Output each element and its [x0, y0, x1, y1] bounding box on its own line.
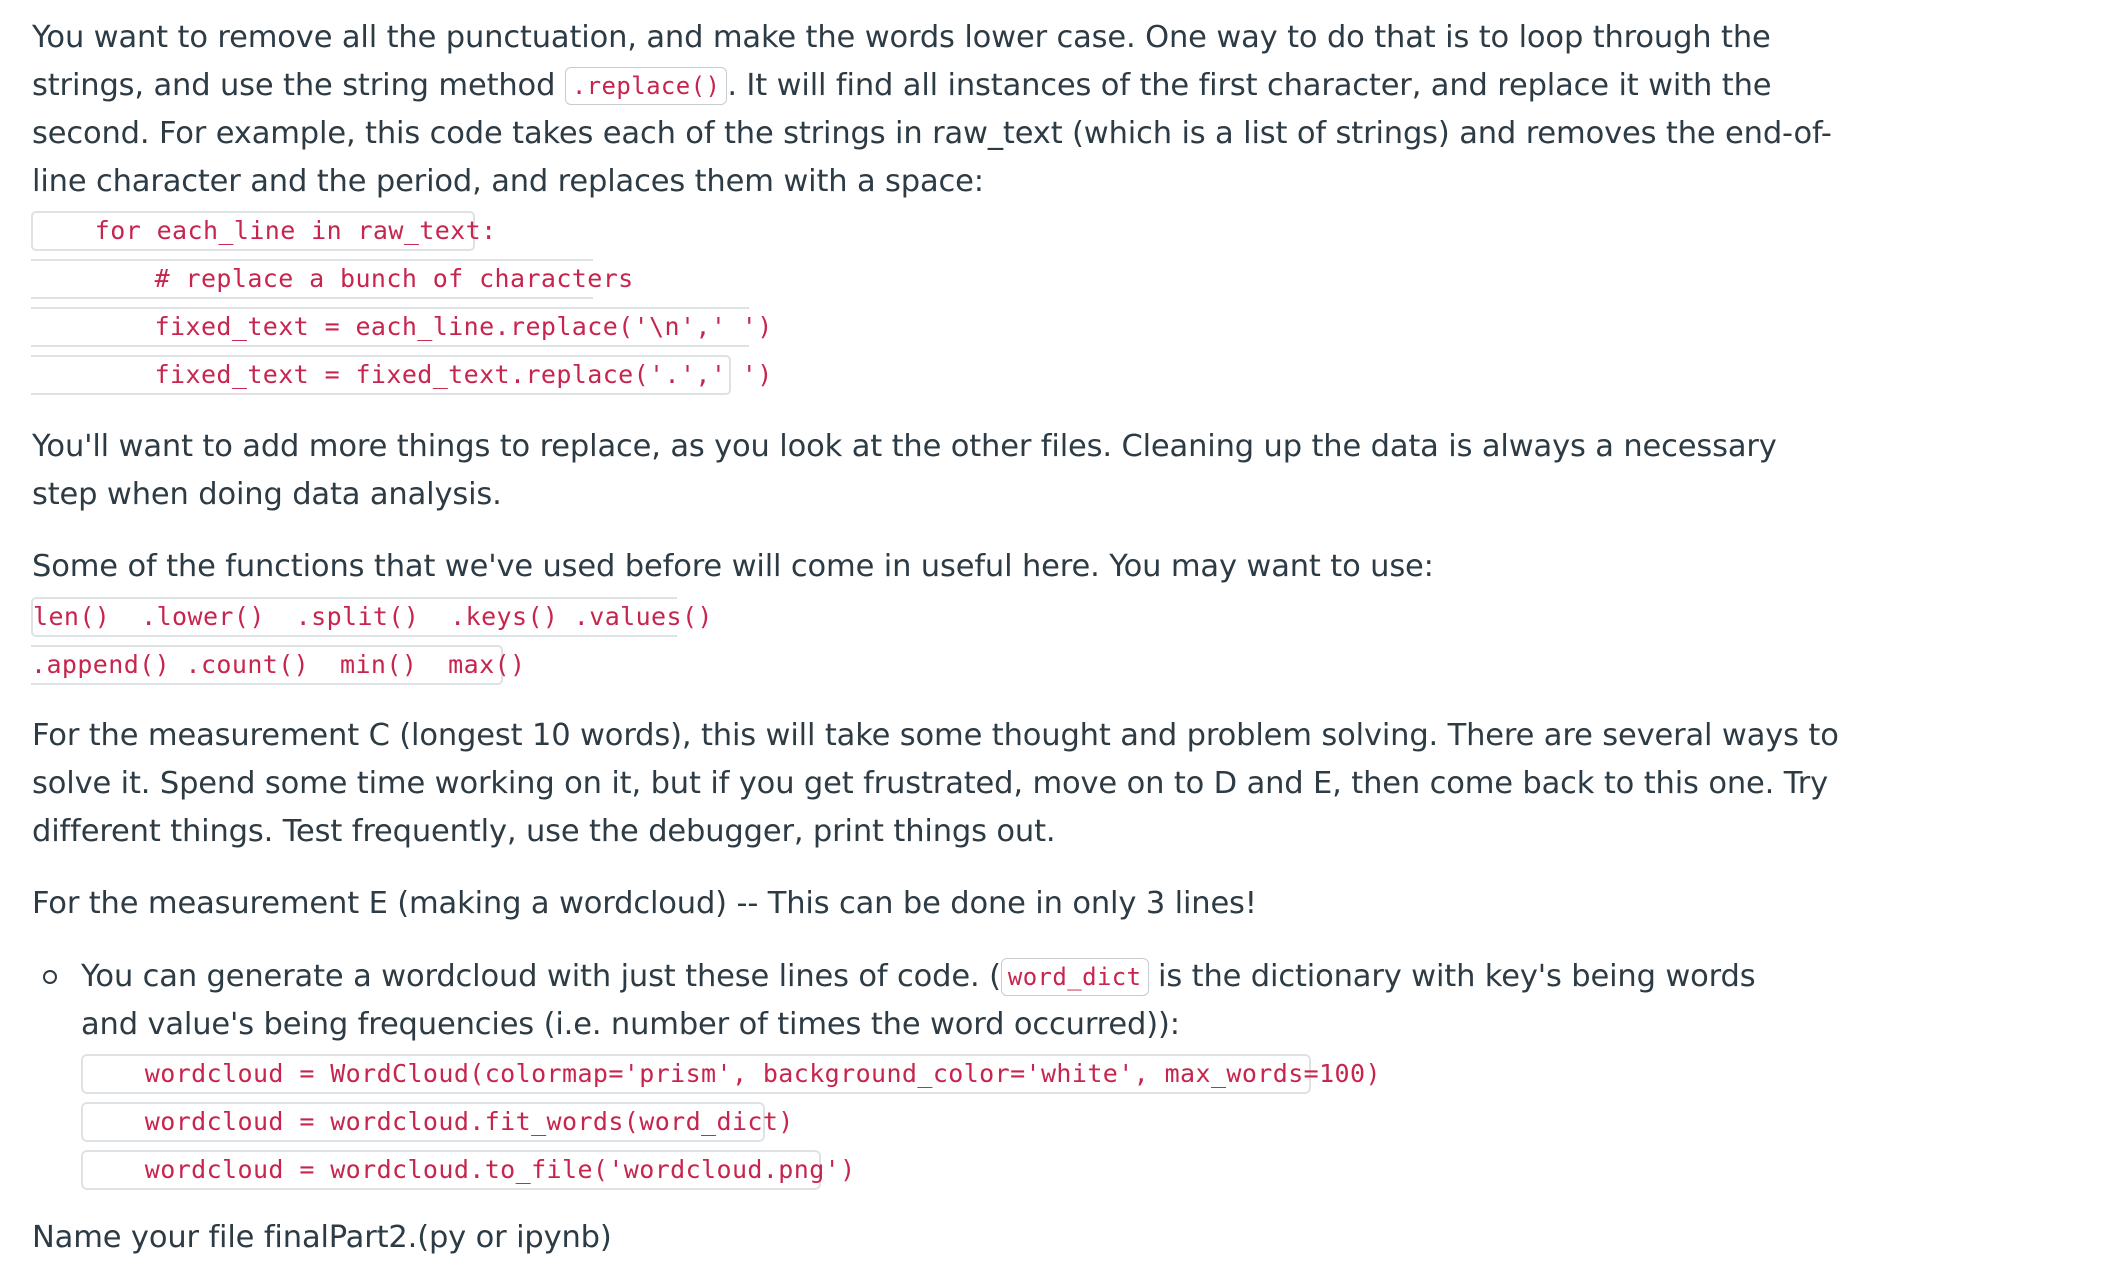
- para3-line-1: Some of the functions that we've used before will come in useful here. You may want to use:: [32, 549, 1434, 584]
- code-line: fixed_text = fixed_text.replace('.',' '): [31, 355, 731, 395]
- replace-inline-code: .replace(): [565, 67, 728, 105]
- bullet-line-1-post: is the dictionary with key's being words: [1148, 959, 1756, 994]
- para1-line-1: You want to remove all the punctuation, and make the words lower case. One way to do that is to loop through the: [32, 20, 1771, 55]
- para1-line-4: line character and the period, and replaces them with a space:: [32, 164, 984, 199]
- para1-line-2-pre: strings, and use the string method: [32, 68, 565, 103]
- para5-line-1: For the measurement E (making a wordcloud) -- This can be done in only 3 lines!: [32, 886, 1257, 921]
- bullet-line-1-pre: You can generate a wordcloud with just these lines of code. (: [81, 959, 1001, 994]
- bullet-line-2: and value's being frequencies (i.e. number of times the word occurred)):: [81, 1007, 1180, 1042]
- code-line: wordcloud = WordCloud(colormap='prism', background_color='white', max_words=100): [81, 1054, 1311, 1094]
- filename-instruction: Name your file finalPart2.(py or ipynb): [32, 1220, 612, 1255]
- para4-line-3: different things. Test frequently, use the debugger, print things out.: [32, 814, 1056, 849]
- para1-line-3: second. For example, this code takes each of the strings in raw_text (which is a list of strings) and removes the end-of-: [32, 116, 1832, 151]
- para1-line-2-post: . It will find all instances of the first character, and replace it with the: [727, 68, 1772, 103]
- code-line: for each_line in raw_text:: [31, 211, 475, 251]
- para2-line-2: step when doing data analysis.: [32, 477, 502, 512]
- functions-line-2: .append() .count() min() max(): [31, 645, 503, 685]
- functions-line-1: len() .lower() .split() .keys() .values(): [31, 597, 677, 637]
- para4-line-2: solve it. Spend some time working on it, but if you get frustrated, move on to D and E, then come back to this one. Try: [32, 766, 1829, 801]
- bullet-line-1: [81, 953, 1755, 1001]
- code-line: wordcloud = wordcloud.to_file('wordcloud.png'): [81, 1150, 821, 1190]
- code-line: # replace a bunch of characters: [31, 259, 593, 299]
- para2-line-1: You'll want to add more things to replace, as you look at the other files. Cleaning up the data is always a necessary: [32, 429, 1777, 464]
- para4-line-1: For the measurement C (longest 10 words), this will take some thought and problem solving. There are several ways to: [32, 718, 1839, 753]
- code-line: wordcloud = wordcloud.fit_words(word_dict): [81, 1102, 765, 1142]
- code-line: fixed_text = each_line.replace('\n',' '): [31, 307, 749, 347]
- word-dict-inline-code: word_dict: [1001, 958, 1149, 996]
- para1-line-2: [32, 62, 1771, 110]
- list-bullet-icon: [43, 970, 57, 984]
